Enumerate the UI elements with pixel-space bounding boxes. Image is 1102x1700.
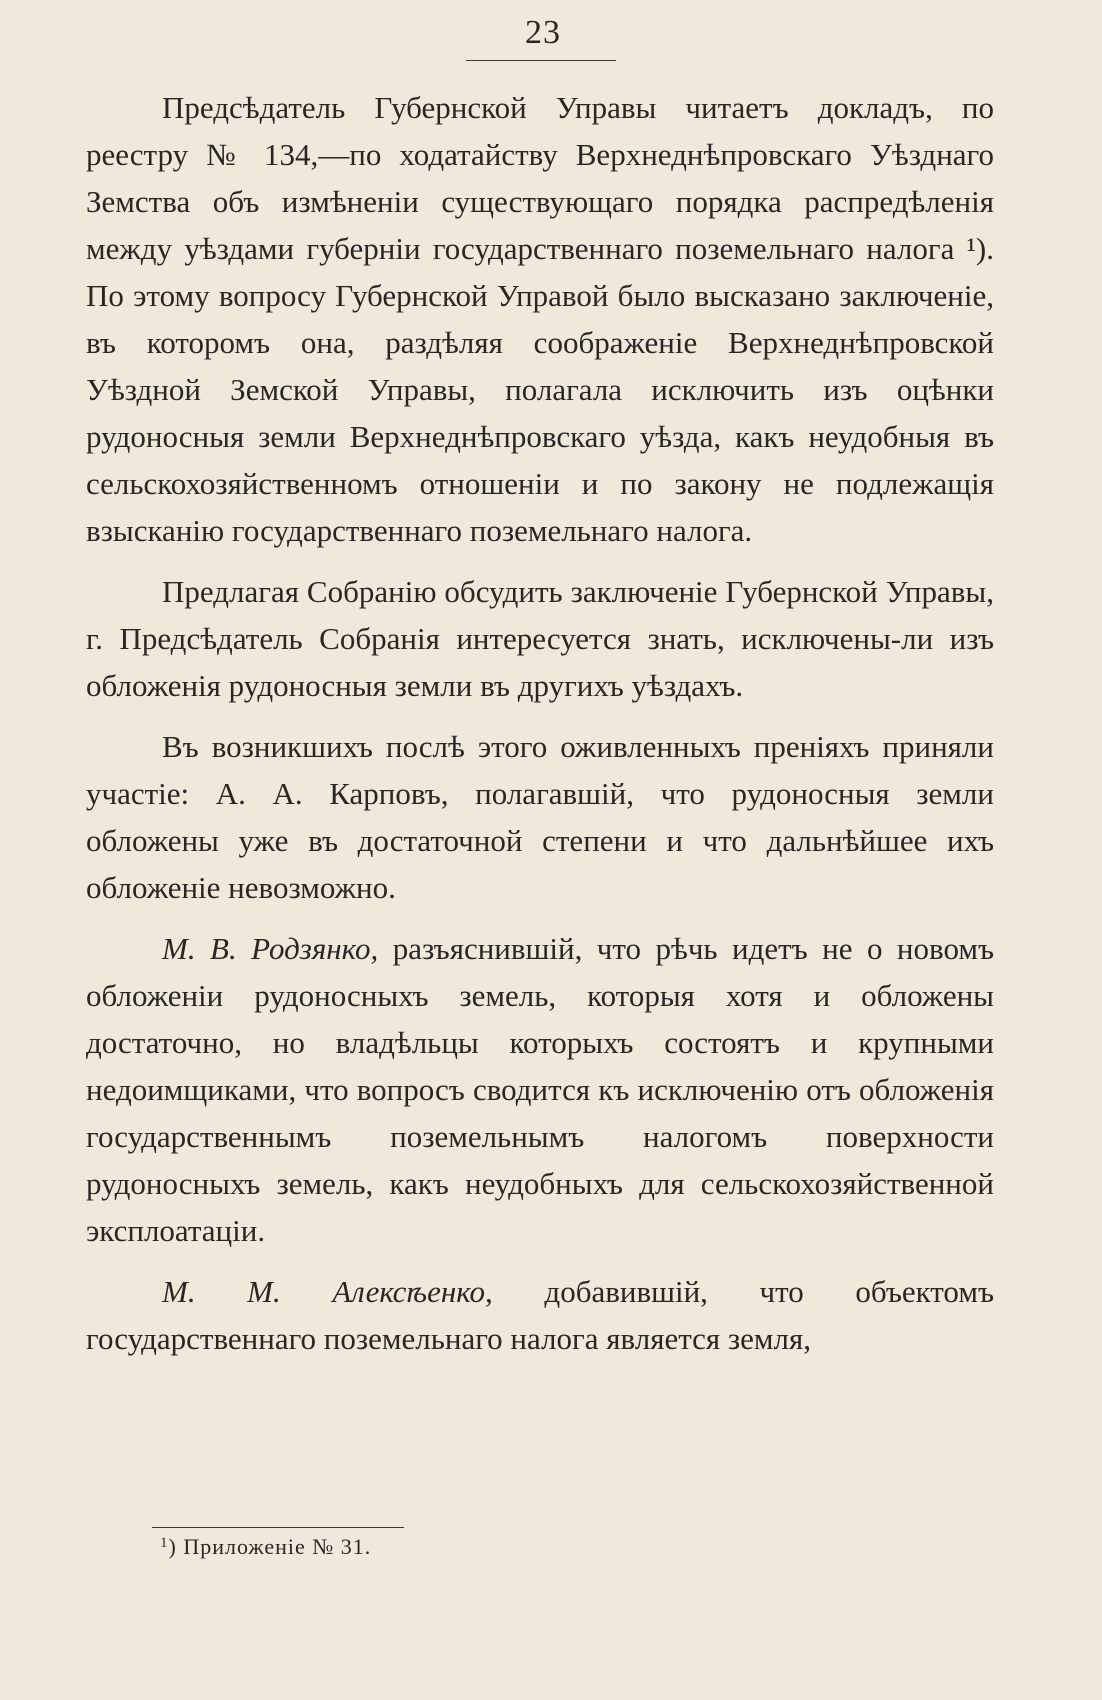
paragraph-alekseenko xyxy=(86,1268,994,1362)
page-number-rule xyxy=(466,60,616,61)
paragraph-report xyxy=(86,84,994,554)
paragraph-text: Предсѣдатель Губернской Управы читаетъ докладъ, по реестру № 134,—по ходатайству Верхнеднѣпровскаго Уѣзднаго Земства объ измѣненіи существующаго порядка распредѣленія между уѣздами губерніи государственнаго поземельнаго налога ¹). По этому вопросу Губернской Управой было высказано заключеніе, въ которомъ она, раздѣляя соображеніе Верхнеднѣпровской Уѣздной Земской Управы, полагала исключить изъ оцѣнки рудоносныя земли Верхнеднѣпровскаго уѣзда, какъ неудобныя въ сельскохозяйственномъ отношеніи и по закону не подлежащія взысканію государственнаго поземельнаго налога. xyxy=(86,90,994,548)
paragraph-text: Предлагая Собранію обсудить заключеніе Губернской Управы, г. Предсѣдатель Собранія интересуется знать, исключены-ли изъ обложенія рудоносныя земли въ другихъ уѣздахъ. xyxy=(86,574,994,703)
paragraph-text: разъяснившій, что рѣчь идетъ не о новомъ обложеніи рудоносныхъ земель, которыя хотя и обложены достаточно, но владѣльцы которыхъ состоятъ и крупными недоимщиками, что вопросъ сводится къ исключенію отъ обложенія государственнымъ поземельнымъ налогомъ поверхности рудоносныхъ земель, какъ неудобныхъ для сельскохозяйственной эксплоатаціи. xyxy=(86,931,994,1248)
paragraph-text: Въ возникшихъ послѣ этого оживленныхъ преніяхъ приняли участіе: А. А. Карповъ, полагавшій, что рудоносныя земли обложены уже въ достаточной степени и что дальнѣйшее ихъ обложеніе невозможно. xyxy=(86,729,994,905)
page-number: 23 xyxy=(525,14,561,51)
speaker-name: М. М. Алексѣенко, xyxy=(162,1274,493,1309)
footnote-text: Приложеніе № 31. xyxy=(183,1534,372,1559)
speaker-name: М. В. Родзянко, xyxy=(162,931,379,966)
paragraph-proposal xyxy=(86,568,994,709)
paragraph-debate xyxy=(86,723,994,911)
footnote-marker: 1 xyxy=(160,1535,169,1551)
footnote-rule xyxy=(152,1527,404,1528)
paragraph-rodzyanko xyxy=(86,925,994,1254)
footnote: $^1$) Приложеніе № 31. xyxy=(160,1534,372,1559)
paragraph-text: добавившій, что объектомъ государственнаго поземельнаго налога является земля, xyxy=(86,1274,994,1356)
body-text xyxy=(86,84,994,1376)
